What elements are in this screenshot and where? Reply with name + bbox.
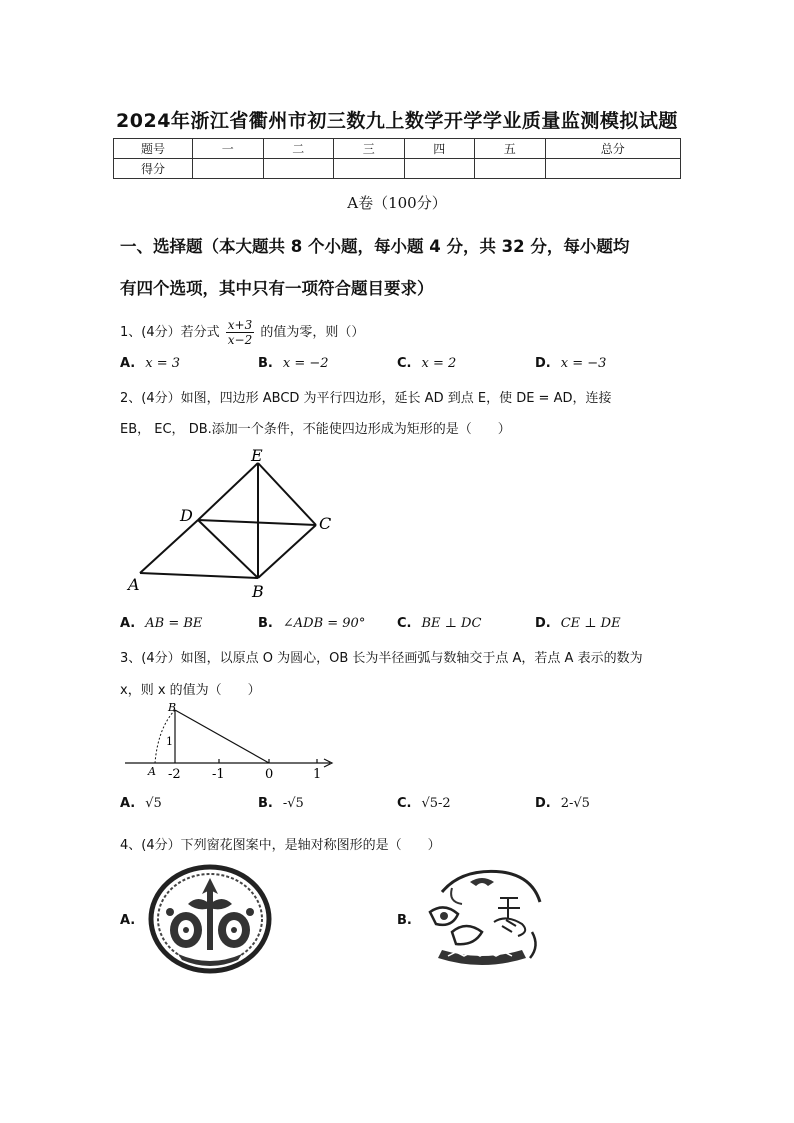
score-table-header-cell: 三	[334, 139, 405, 159]
q1-prefix: 1、(4分）若分式	[120, 325, 220, 340]
q4-paper-cut-a-image	[148, 864, 272, 974]
exam-title: 2024年浙江省衢州市初三数九上数学开学学业质量监测模拟试题	[116, 110, 678, 132]
q1-option-c[interactable]: C. x = 2	[397, 356, 457, 371]
q3-number-line-figure	[120, 698, 340, 782]
q2-stem-line2: EB， EC， DB.添加一个条件，不能使四边形成为矩形的是（ ）	[120, 422, 511, 437]
q3-label-b: B	[168, 701, 177, 714]
q1-stem	[120, 318, 364, 347]
q2-option-b[interactable]: B. ∠ADB = 90°	[258, 616, 366, 631]
q2-option-a[interactable]: A. AB = BE	[120, 616, 203, 631]
q2-stem-line1: 2、(4分）如图，四边形 ABCD 为平行四边形，延长 AD 到点 E，使 DE = AD，连接	[120, 391, 612, 406]
score-cell	[334, 159, 405, 179]
score-table-header-cell: 一	[193, 139, 264, 159]
score-cell	[193, 159, 264, 179]
score-table-header-cell: 总分	[545, 139, 681, 159]
q2-label-d: D	[180, 506, 193, 525]
q1-option-d[interactable]: D. x = −3	[535, 356, 607, 371]
q4-stem: 4、(4分）下列窗花图案中，是轴对称图形的是（ ）	[120, 838, 441, 853]
q3-tick-0: 0	[265, 767, 274, 782]
part1-heading-line2: 有四个选项，其中只有一项符合题目要求）	[120, 279, 434, 298]
q3-option-b[interactable]: B. -√5	[258, 796, 304, 811]
q2-option-c[interactable]: C. BE ⊥ DC	[397, 616, 482, 631]
q3-option-a[interactable]: A. √5	[120, 796, 162, 811]
q3-label-one: 1	[166, 735, 173, 748]
q3-tick-neg2: -2	[168, 767, 181, 782]
q2-parallelogram-figure	[118, 445, 348, 605]
q4-option-b[interactable]: B.	[397, 913, 412, 928]
score-cell	[263, 159, 334, 179]
score-cell	[545, 159, 681, 179]
section-a-heading: A卷（100分）	[347, 194, 447, 212]
q2-label-c: C	[319, 514, 332, 533]
q1-frac-denominator: x−2	[227, 333, 253, 347]
q2-label-b: B	[252, 582, 264, 601]
score-cell	[475, 159, 546, 179]
q2-label-e: E	[251, 446, 263, 465]
score-table-header-cell: 五	[475, 139, 546, 159]
score-row-label: 得分	[114, 159, 193, 179]
q3-tick-neg1: -1	[212, 767, 225, 782]
score-table-header-cell: 题号	[114, 139, 193, 159]
q1-suffix: 的值为零，则（）	[260, 325, 365, 340]
q4-paper-cut-b-image	[422, 862, 546, 974]
score-table	[113, 138, 681, 179]
q1-option-a[interactable]: A. x = 3	[120, 356, 181, 371]
q3-stem-line1: 3、(4分）如图，以原点 O 为圆心，OB 长为半径画弧与数轴交于点 A，若点 A 表示的数为	[120, 651, 643, 666]
score-table-header-cell: 四	[404, 139, 475, 159]
q4-option-a[interactable]: A.	[120, 913, 136, 928]
q1-frac-numerator: x+3	[227, 318, 253, 332]
q3-option-d[interactable]: D. 2-√5	[535, 796, 590, 811]
q3-stem-line2: x，则 x 的值为（ ）	[120, 683, 261, 698]
q3-option-c[interactable]: C. √5-2	[397, 796, 451, 811]
score-table-header-row	[114, 139, 681, 159]
score-table-score-row	[114, 159, 681, 179]
q2-label-a: A	[128, 575, 140, 594]
q2-option-d[interactable]: D. CE ⊥ DE	[535, 616, 621, 631]
q3-label-a: A	[148, 765, 156, 778]
q3-tick-1: 1	[313, 767, 322, 782]
score-table-header-cell: 二	[263, 139, 334, 159]
part1-heading-line1: 一、选择题（本大题共 8 个小题，每小题 4 分，共 32 分，每小题均	[120, 237, 630, 256]
score-cell	[404, 159, 475, 179]
q1-option-b[interactable]: B. x = −2	[258, 356, 329, 371]
q1-fraction	[226, 318, 254, 347]
